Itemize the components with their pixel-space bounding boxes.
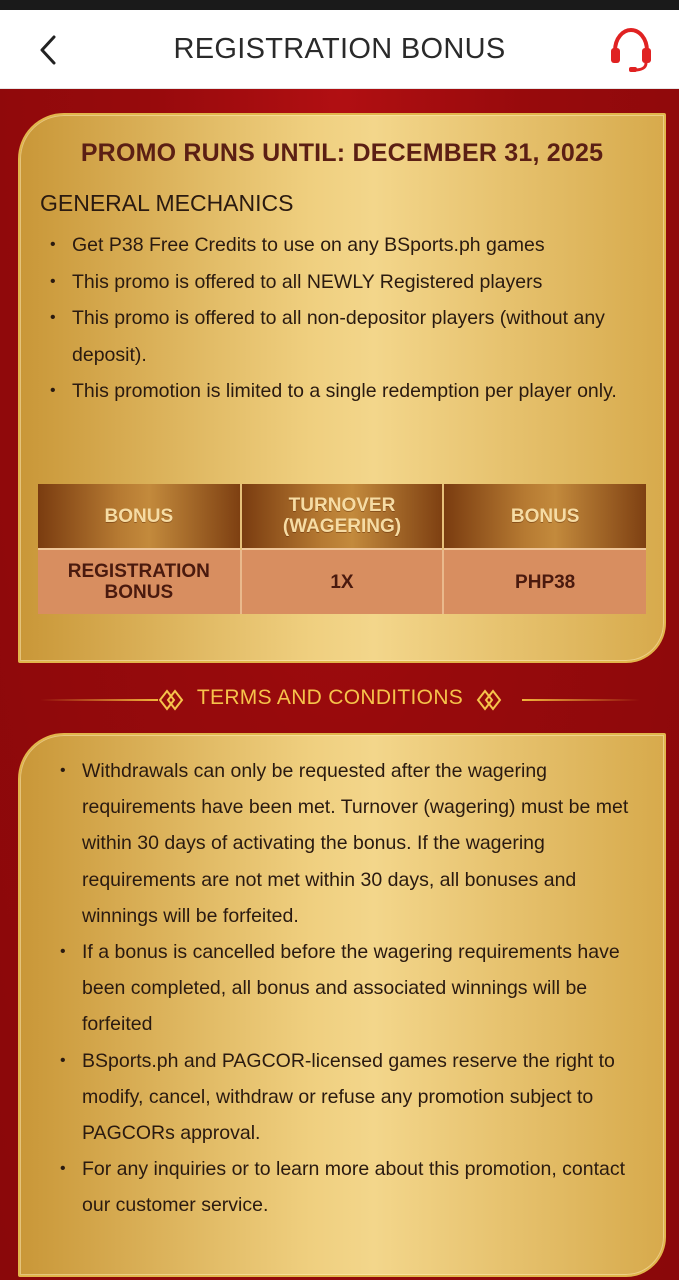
- terms-banner: [40, 682, 640, 718]
- list-item: • This promo is offered to all NEWLY Registered players: [40, 264, 630, 301]
- table-header-row: [38, 484, 646, 549]
- list-item: • If a bonus is cancelled before the wagering requirements have been completed, all bonus and associated winnings will be forfeited: [58, 934, 648, 1043]
- promo-details-panel: [18, 113, 666, 663]
- diamond-ornament-icon: [476, 688, 502, 712]
- divider-line: [522, 699, 640, 701]
- terms-list: [58, 753, 648, 1224]
- status-bar: [0, 0, 679, 10]
- column-header: BONUS: [38, 484, 241, 549]
- table-cell: PHP38: [443, 549, 646, 614]
- terms-title: TERMS AND CONDITIONS: [196, 686, 464, 709]
- list-item: • BSports.ph and PAGCOR-licensed games reserve the right to modify, cancel, withdraw or refuse any promotion subject to PAGCORs approval.: [58, 1043, 648, 1152]
- list-item: • Withdrawals can only be requested after the wagering requirements have been met. Turnover (wagering) must be met within 30 days of activating the bonus. If the wagering requirements are not met within 30 days, all bonuses and winnings will be forfeited.: [58, 753, 648, 934]
- customer-service-button[interactable]: [607, 24, 655, 74]
- mechanics-heading: GENERAL MECHANICS: [40, 190, 294, 216]
- page-title: REGISTRATION BONUS: [173, 32, 506, 65]
- table-row: [38, 549, 646, 614]
- mechanics-list: [40, 227, 630, 410]
- column-header: TURNOVER (WAGERING): [241, 484, 444, 549]
- list-item: • This promotion is limited to a single redemption per player only.: [40, 373, 630, 410]
- top-app-bar: [0, 10, 679, 89]
- table-cell: REGISTRATION BONUS: [38, 549, 241, 614]
- list-item: • Get P38 Free Credits to use on any BSports.ph games: [40, 227, 630, 264]
- divider-line: [40, 699, 158, 701]
- bonus-table: [38, 484, 646, 614]
- headset-icon: [607, 24, 655, 74]
- back-button[interactable]: [34, 32, 64, 68]
- list-item: • This promo is offered to all non-depositor players (without any deposit).: [40, 300, 630, 373]
- promo-period-title: PROMO RUNS UNTIL: DECEMBER 31, 2025: [80, 139, 604, 167]
- list-item: • For any inquiries or to learn more about this promotion, contact our customer service.: [58, 1151, 648, 1223]
- table-cell: 1X: [241, 549, 444, 614]
- column-header: BONUS: [443, 484, 646, 549]
- terms-panel: [18, 733, 666, 1277]
- diamond-ornament-icon: [158, 688, 184, 712]
- chevron-left-icon: [34, 32, 64, 68]
